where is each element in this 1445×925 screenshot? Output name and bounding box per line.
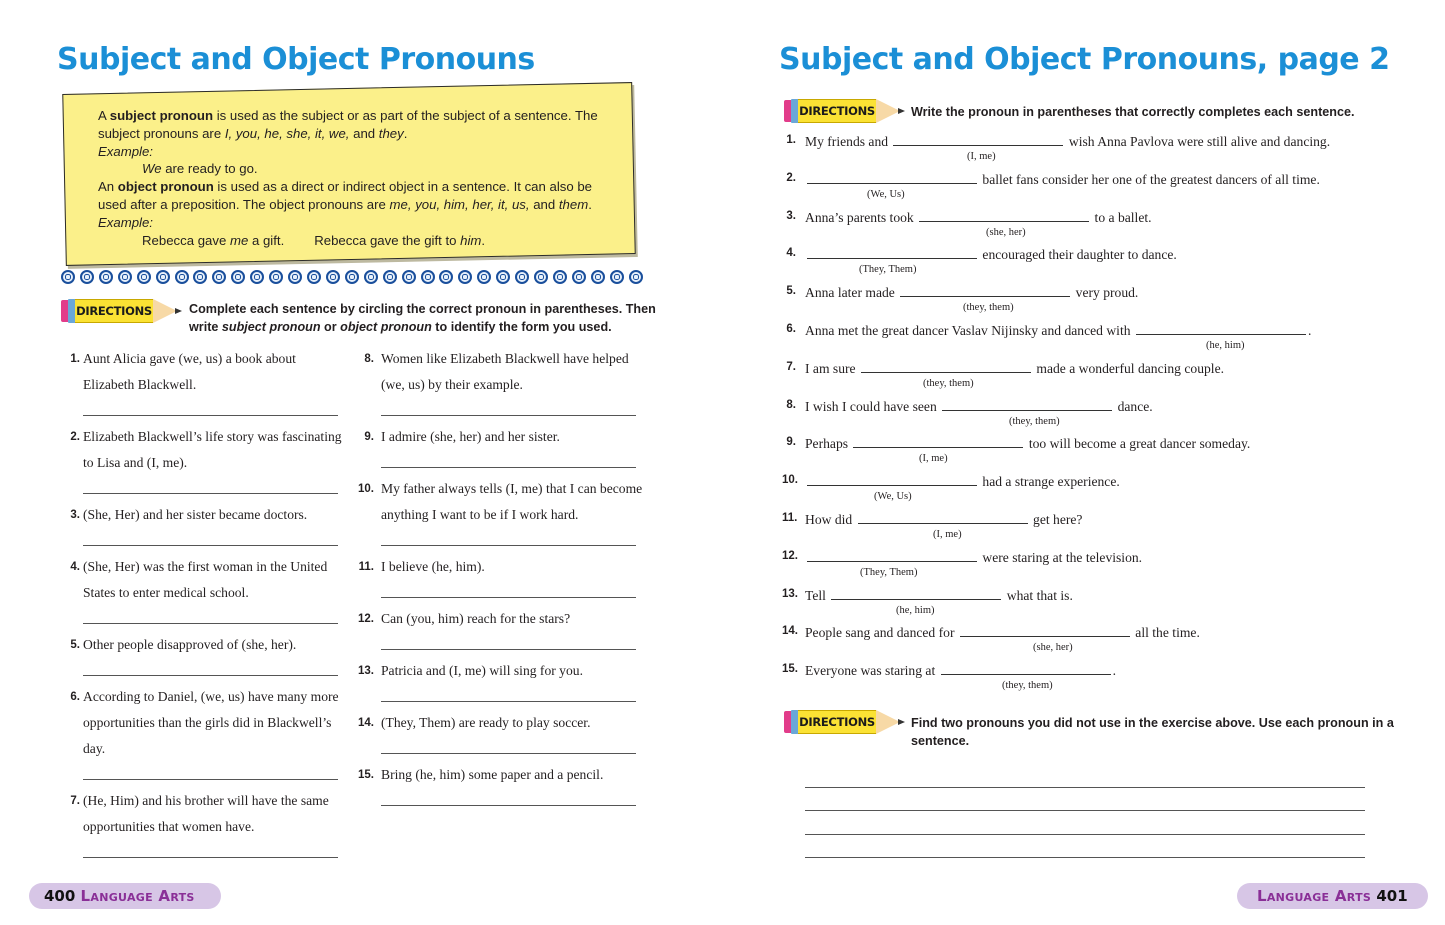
exercise-item: 15. Everyone was staring at . (they, them) — [782, 663, 1117, 692]
writing-lines — [805, 764, 1365, 858]
swirl-icon — [137, 270, 151, 284]
swirl-icon — [307, 270, 321, 284]
example-label: Example: — [98, 214, 153, 230]
object-pronoun-definition: An object pronoun is used as a direct or indirect object in a sentence. It can also be used after a preposition. The object pronouns are me, you, him, her, it, us, and them. — [98, 179, 593, 212]
directions-text: Write the pronoun in parentheses that correctly completes each sentence. — [911, 105, 1355, 119]
exercise-item: 6. Anna met the great dancer Vaslav Nijinsky and danced with . (he, him) — [786, 322, 1312, 351]
answer-line[interactable] — [83, 840, 338, 858]
rule-box-text — [98, 107, 618, 249]
page-footer — [1237, 883, 1428, 909]
swirl-icon — [212, 270, 226, 284]
swirl-icon — [553, 270, 567, 284]
answer-line[interactable] — [381, 528, 636, 546]
directions-pencil-icon — [61, 297, 189, 323]
answer-blank[interactable] — [861, 359, 1031, 373]
exercise-item: 1. Aunt Alicia gave (we, us) a book about Elizabeth Blackwell. — [60, 346, 350, 416]
exercise-item: 10. had a strange experience. (We, Us) — [782, 474, 1120, 503]
page-number: 400 — [44, 887, 76, 905]
pronoun-choices: (they, them) — [1009, 415, 1060, 427]
swirl-icon — [156, 270, 170, 284]
answer-blank[interactable] — [858, 510, 1028, 524]
exercise-item: 13. Tell what that is. (he, him) — [782, 587, 1073, 616]
answer-blank[interactable] — [1136, 321, 1306, 335]
answer-blank[interactable] — [893, 132, 1063, 146]
answer-blank[interactable] — [807, 548, 977, 562]
exercise-column-2 — [358, 346, 648, 814]
right-page — [722, 0, 1445, 925]
exercise-item: 9. Perhaps too will become a great dancer someday. (I, me) — [786, 436, 1251, 465]
swirl-icon — [99, 270, 113, 284]
answer-line[interactable] — [83, 528, 338, 546]
page-title: Subject and Object Pronouns — [57, 42, 535, 77]
directions-pencil-icon — [784, 708, 912, 734]
answer-line[interactable] — [83, 606, 338, 624]
pronoun-choices: (she, her) — [986, 226, 1026, 238]
swirl-icon — [345, 270, 359, 284]
exercise-item: 14. People sang and danced for all the time. (she, her) — [782, 625, 1200, 654]
pronoun-choices: (They, Them) — [860, 566, 918, 578]
answer-blank[interactable] — [941, 661, 1111, 675]
answer-line[interactable] — [83, 476, 338, 494]
swirl-icon — [421, 270, 435, 284]
answer-blank[interactable] — [807, 245, 977, 259]
exercise-item: 8. Women like Elizabeth Blackwell have helped (we, us) by their example. — [358, 346, 648, 416]
pronoun-choices: (he, him) — [1206, 339, 1245, 351]
swirl-icon — [458, 270, 472, 284]
swirl-icon — [610, 270, 624, 284]
exercise-item: 9. I admire (she, her) and her sister. — [358, 424, 648, 468]
pronoun-choices: (they, them) — [963, 302, 1014, 314]
exercise-column-1 — [60, 346, 350, 866]
answer-line[interactable] — [381, 580, 636, 598]
page-number: 401 — [1376, 887, 1408, 905]
swirl-icon — [364, 270, 378, 284]
swirl-icon — [269, 270, 283, 284]
answer-line[interactable] — [381, 684, 636, 702]
exercise-item: 8. I wish I could have seen dance. (they, them) — [786, 398, 1153, 427]
section-name: Language Arts — [80, 887, 195, 905]
exercise-item: 12. were staring at the television. (They, Them) — [782, 549, 1143, 578]
pronoun-choices: (We, Us) — [867, 188, 905, 200]
directions-label: DIRECTIONS — [798, 99, 876, 123]
exercise-item: 5. Other people disapproved of (she, her). — [60, 632, 350, 676]
exercise-item: 13. Patricia and (I, me) will sing for you. — [358, 658, 648, 702]
page-footer — [29, 883, 221, 909]
answer-blank[interactable] — [919, 208, 1089, 222]
exercise-item: 11. How did get here? (I, me) — [782, 511, 1083, 540]
answer-blank[interactable] — [831, 586, 1001, 600]
exercise-item: 3. (She, Her) and her sister became doctors. — [60, 502, 350, 546]
pronoun-choices: (they, them) — [923, 377, 974, 389]
swirl-icon — [402, 270, 416, 284]
writing-line[interactable] — [805, 835, 1365, 859]
pronoun-choices: (They, Them) — [859, 264, 917, 276]
exercise-item: 7. I am sure made a wonderful dancing couple. (they, them) — [786, 360, 1225, 389]
swirl-icon — [61, 270, 75, 284]
swirl-icon — [175, 270, 189, 284]
answer-blank[interactable] — [900, 283, 1070, 297]
pronoun-choices: (they, them) — [1002, 680, 1053, 692]
pronoun-choices: (he, him) — [896, 604, 935, 616]
exercise-item: 4. (She, Her) was the first woman in the United States to enter medical school. — [60, 554, 350, 624]
writing-line[interactable] — [805, 788, 1365, 812]
answer-blank[interactable] — [807, 472, 977, 486]
fill-in-exercise — [782, 132, 1422, 699]
swirl-icon — [515, 270, 529, 284]
exercise-item: 1. My friends and wish Anna Pavlova were still alive and dancing. (I, me) — [786, 134, 1331, 162]
exercise-item: 2. Elizabeth Blackwell’s life story was fascinating to Lisa and (I, me). — [60, 424, 350, 494]
answer-line[interactable] — [381, 398, 636, 416]
swirl-icon — [193, 270, 207, 284]
directions-text: Complete each sentence by circling the correct pronoun in parentheses. Then write subject pronoun or object pronoun to identify the form you used. — [189, 302, 656, 334]
example-sentence: We are ready to go. — [142, 161, 258, 177]
swirl-icon — [231, 270, 245, 284]
writing-line[interactable] — [805, 811, 1365, 835]
exercise-item: 7. (He, Him) and his brother will have the same opportunities that women have. — [60, 788, 350, 858]
swirl-icon — [477, 270, 491, 284]
swirl-icon — [496, 270, 510, 284]
answer-line[interactable] — [83, 658, 338, 676]
pronoun-choices: (I, me) — [967, 151, 996, 162]
left-page — [0, 0, 722, 925]
directions-label: DIRECTIONS — [798, 710, 876, 734]
exercise-item: 2. ballet fans consider her one of the greatest dancers of all time. (We, Us) — [786, 171, 1320, 200]
swirl-icon — [383, 270, 397, 284]
swirl-icon — [591, 270, 605, 284]
answer-line[interactable] — [381, 736, 636, 754]
swirl-icon — [118, 270, 132, 284]
exercise-item: 11. I believe (he, him). — [358, 554, 648, 598]
swirl-icon — [534, 270, 548, 284]
pronoun-choices: (I, me) — [933, 528, 962, 540]
subject-pronoun-definition: A subject pronoun is used as the subject or as part of the subject of a sentence. The subject pronouns are I, you, he, she, it, we, and they. — [98, 108, 598, 141]
swirl-icon — [326, 270, 340, 284]
directions-text: Find two pronouns you did not use in the exercise above. Use each pronoun in a sentence. — [911, 716, 1394, 748]
exercise-item: 15. Bring (he, him) some paper and a pencil. — [358, 762, 648, 806]
answer-line[interactable] — [83, 762, 338, 780]
exercise-item: 5. Anna later made very proud. (they, them) — [786, 285, 1139, 314]
swirl-divider — [61, 268, 643, 286]
section-name: Language Arts — [1257, 887, 1372, 905]
exercise-item: 4. encouraged their daughter to dance. (They, Them) — [786, 247, 1177, 276]
swirl-icon — [572, 270, 586, 284]
exercise-item: 14. (They, Them) are ready to play soccer. — [358, 710, 648, 754]
answer-line[interactable] — [381, 632, 636, 650]
directions-label: DIRECTIONS — [75, 299, 153, 323]
swirl-icon — [250, 270, 264, 284]
exercise-item: 12. Can (you, him) reach for the stars? — [358, 606, 648, 650]
pronoun-choices: (We, Us) — [874, 491, 912, 503]
exercise-item: 6. According to Daniel, (we, us) have many more opportunities than the girls did in Blackwell’s day. — [60, 684, 350, 780]
answer-line[interactable] — [381, 788, 636, 806]
answer-line[interactable] — [381, 450, 636, 468]
example-sentences: Rebecca gave me a gift. Rebecca gave the gift to him. — [142, 232, 486, 248]
pronoun-choices: (she, her) — [1033, 642, 1073, 654]
swirl-icon — [80, 270, 94, 284]
pronoun-choices: (I, me) — [919, 453, 948, 465]
answer-blank[interactable] — [807, 170, 977, 184]
swirl-icon — [288, 270, 302, 284]
page-title: Subject and Object Pronouns, page 2 — [779, 42, 1390, 77]
directions-pencil-icon — [784, 97, 912, 123]
exercise-item: 10. My father always tells (I, me) that I can become anything I want to be if I work hard. — [358, 476, 648, 546]
answer-blank[interactable] — [942, 397, 1112, 411]
answer-blank[interactable] — [960, 623, 1130, 637]
swirl-icon — [629, 270, 643, 284]
example-label: Example: — [98, 143, 153, 159]
writing-line[interactable] — [805, 764, 1365, 788]
answer-line[interactable] — [83, 398, 338, 416]
swirl-icon — [439, 270, 453, 284]
exercise-item: 3. Anna’s parents took to a ballet. (she, her) — [786, 209, 1152, 238]
answer-blank[interactable] — [853, 434, 1023, 448]
